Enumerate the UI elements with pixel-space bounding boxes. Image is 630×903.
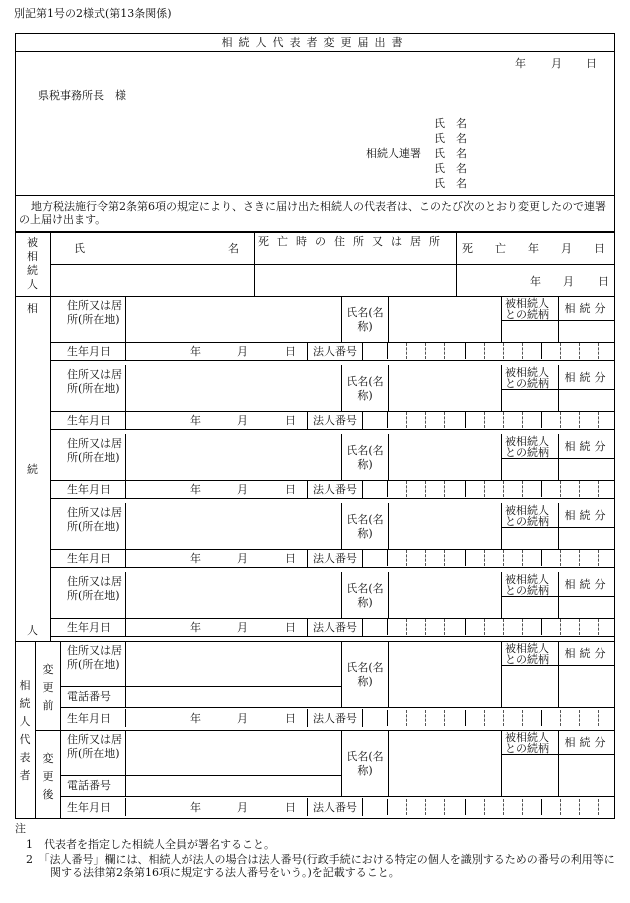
birth-month: 月 <box>237 552 248 565</box>
date-month: 月 <box>551 57 562 70</box>
corp-digit-divider <box>387 799 388 815</box>
decedent-address-value[interactable] <box>255 265 455 295</box>
relation-label: 被相続人との続柄 <box>505 504 549 528</box>
corp-digit-divider <box>598 619 599 635</box>
relation-input[interactable] <box>502 666 557 706</box>
corp-digit-divider <box>425 481 426 497</box>
birth-month: 月 <box>237 483 248 496</box>
corp-digit-divider <box>444 343 445 359</box>
birth-year: 年 <box>190 712 201 725</box>
share-input[interactable] <box>559 390 614 410</box>
heirs-side-top: 相 <box>27 302 38 315</box>
decedent-death-label: 死亡年月日 <box>462 242 627 255</box>
corp-digit-divider <box>541 481 542 497</box>
decedent-address-label: 死亡時の住所又は居所 <box>258 235 448 248</box>
corp-digit-divider <box>579 343 580 359</box>
corp-number-input[interactable] <box>363 343 614 359</box>
share-input[interactable] <box>559 528 614 548</box>
corp-digit-divider <box>541 619 542 635</box>
corp-digit-divider <box>503 710 504 726</box>
address-label: 住所又は居所(所在地) <box>67 575 122 602</box>
corp-digit-divider <box>541 343 542 359</box>
birth-day: 日 <box>285 345 296 358</box>
name-input[interactable] <box>389 366 500 410</box>
corp-digit-divider <box>387 343 388 359</box>
phone-label: 電話番号 <box>67 779 111 792</box>
name-label: 氏名(名称) <box>346 306 384 333</box>
address-input[interactable] <box>126 297 340 341</box>
rep-side-3: 人 <box>19 715 31 728</box>
date-day: 日 <box>586 57 597 70</box>
birth-year: 年 <box>190 414 201 427</box>
birth-month: 月 <box>237 414 248 427</box>
decedent-death-month: 月 <box>563 275 574 288</box>
birth-year: 年 <box>190 483 201 496</box>
corp-digit-divider <box>503 412 504 428</box>
share-input[interactable] <box>559 321 614 341</box>
corp-digit-divider <box>444 481 445 497</box>
form-label: 別記第1号の2様式(第13条関係) <box>14 7 172 20</box>
corp-digit-divider <box>560 343 561 359</box>
corp-digit-divider <box>406 412 407 428</box>
corp-number-label: 法人番号 <box>313 414 357 427</box>
corp-digit-divider <box>541 412 542 428</box>
birth-date-label: 生年月日 <box>67 552 111 565</box>
corp-digit-divider <box>579 710 580 726</box>
relation-input[interactable] <box>502 459 557 479</box>
corp-digit-divider <box>541 550 542 566</box>
rep-side-6: 者 <box>19 769 31 782</box>
corp-digit-divider <box>444 412 445 428</box>
rep-before-1: 変 <box>42 663 54 676</box>
birth-year: 年 <box>190 345 201 358</box>
corp-number-input[interactable] <box>363 710 614 726</box>
birth-month: 月 <box>237 712 248 725</box>
rep-side-1: 相 <box>19 679 31 692</box>
corp-number-label: 法人番号 <box>313 345 357 358</box>
corp-digit-divider <box>522 550 523 566</box>
name-label: 氏名(名称) <box>346 513 384 540</box>
corp-digit-divider <box>406 550 407 566</box>
share-label: 相続分 <box>564 509 610 522</box>
corp-digit-divider <box>579 550 580 566</box>
relation-input[interactable] <box>502 597 557 617</box>
corp-digit-divider <box>406 619 407 635</box>
rep-before-3: 前 <box>42 699 54 712</box>
note-1: 1 代表者を指定した相続人全員が署名すること。 <box>26 838 275 851</box>
corp-digit-divider <box>598 481 599 497</box>
rep-after-1: 変 <box>42 752 54 765</box>
corp-number-input[interactable] <box>363 619 614 635</box>
name-input[interactable] <box>389 435 500 479</box>
corp-digit-divider <box>598 710 599 726</box>
corp-digit-divider <box>406 799 407 815</box>
relation-label: 被相続人との続柄 <box>505 573 549 597</box>
corp-number-label: 法人番号 <box>313 552 357 565</box>
corp-digit-divider <box>465 710 466 726</box>
rep-side-5: 表 <box>19 751 31 764</box>
corp-number-input[interactable] <box>363 412 614 428</box>
corp-digit-divider <box>406 710 407 726</box>
signature-name-1[interactable]: 氏 名 <box>434 117 467 130</box>
relation-label: 被相続人との続柄 <box>505 435 549 459</box>
phone-input[interactable] <box>126 687 340 703</box>
corp-digit-divider <box>579 799 580 815</box>
heirs-side-bottom: 人 <box>27 624 38 637</box>
relation-input[interactable] <box>502 321 557 341</box>
relation-input[interactable] <box>502 528 557 548</box>
share-label: 相続分 <box>564 736 610 749</box>
note-2: 2 「法人番号」欄には、相続人が法人の場合は法人番号(行政手続における特定の個人を識別するための番号の利用等に関する法律第2条第16項に規定する法人番号をいう。)を記載すること。 <box>26 853 615 879</box>
corp-digit-divider <box>484 710 485 726</box>
name-input[interactable] <box>389 642 500 706</box>
corp-digit-divider <box>387 550 388 566</box>
address-input[interactable] <box>126 573 340 617</box>
phone-label: 電話番号 <box>67 690 111 703</box>
share-label: 相続分 <box>564 440 610 453</box>
corp-digit-divider <box>522 710 523 726</box>
address-label: 住所又は居所(所在地) <box>67 368 122 395</box>
corp-number-label: 法人番号 <box>313 483 357 496</box>
address-label: 住所又は居所(所在地) <box>67 437 122 464</box>
corp-digit-divider <box>387 619 388 635</box>
corp-digit-divider <box>444 550 445 566</box>
corp-digit-divider <box>465 619 466 635</box>
name-input[interactable] <box>389 297 500 341</box>
birth-month: 月 <box>237 345 248 358</box>
birth-date-label: 生年月日 <box>67 801 111 814</box>
birth-month: 月 <box>237 621 248 634</box>
address-input[interactable] <box>126 366 340 410</box>
corp-digit-divider <box>406 481 407 497</box>
decedent-side-4: 人 <box>27 278 38 291</box>
statement: 地方税法施行令第2条第6項の規定により、さきに届け出た相続人の代表者は、このたび次のとおり変更したので連署の上届け出ます。 <box>19 200 606 226</box>
corp-digit-divider <box>522 412 523 428</box>
share-label: 相続分 <box>564 647 610 660</box>
decedent-side-2: 相 <box>27 250 38 263</box>
corp-digit-divider <box>579 619 580 635</box>
corp-digit-divider <box>541 710 542 726</box>
corp-digit-divider <box>425 619 426 635</box>
corp-digit-divider <box>560 481 561 497</box>
share-input[interactable] <box>559 597 614 617</box>
corp-digit-divider <box>425 710 426 726</box>
corp-digit-divider <box>598 343 599 359</box>
signature-label: 相続人連署 <box>366 147 421 160</box>
name-label: 氏名(名称) <box>346 582 384 609</box>
relation-label: 被相続人との続柄 <box>505 642 549 666</box>
address-label: 住所又は居所(所在地) <box>67 506 122 533</box>
corp-digit-divider <box>503 799 504 815</box>
corp-digit-divider <box>465 550 466 566</box>
share-label: 相続分 <box>564 302 610 315</box>
corp-digit-divider <box>465 799 466 815</box>
share-input[interactable] <box>559 459 614 479</box>
name-label: 氏名(名称) <box>346 375 384 402</box>
corp-digit-divider <box>560 550 561 566</box>
birth-month: 月 <box>237 801 248 814</box>
corp-digit-divider <box>579 412 580 428</box>
corp-digit-divider <box>425 550 426 566</box>
corp-digit-divider <box>406 343 407 359</box>
relation-input[interactable] <box>502 755 557 795</box>
corp-number-input[interactable] <box>363 481 614 497</box>
address-input[interactable] <box>126 435 340 479</box>
name-label: 氏名(名称) <box>346 661 384 688</box>
corp-number-label: 法人番号 <box>313 801 357 814</box>
corp-digit-divider <box>444 799 445 815</box>
signature-name-4[interactable]: 氏 名 <box>434 162 467 175</box>
birth-day: 日 <box>285 483 296 496</box>
corp-digit-divider <box>387 412 388 428</box>
corp-digit-divider <box>598 799 599 815</box>
name-input[interactable] <box>389 731 500 795</box>
share-input[interactable] <box>559 755 614 795</box>
share-label: 相続分 <box>564 371 610 384</box>
decedent-side-3: 続 <box>27 264 38 277</box>
rep-after-3: 後 <box>42 788 54 801</box>
corp-digit-divider <box>465 481 466 497</box>
corp-digit-divider <box>522 481 523 497</box>
rep-side-4: 代 <box>19 733 31 746</box>
address-label: 住所又は居所(所在地) <box>67 733 122 760</box>
corp-digit-divider <box>598 412 599 428</box>
corp-digit-divider <box>484 343 485 359</box>
rep-before-2: 更 <box>42 681 54 694</box>
decedent-death-day: 日 <box>598 275 609 288</box>
address-label: 住所又は居所(所在地) <box>67 299 122 326</box>
birth-day: 日 <box>285 552 296 565</box>
corp-number-input[interactable] <box>363 550 614 566</box>
corp-digit-divider <box>484 550 485 566</box>
address-input[interactable] <box>126 731 340 774</box>
birth-date-label: 生年月日 <box>67 483 111 496</box>
addressee: 県税事務所長 様 <box>38 89 126 102</box>
corp-digit-divider <box>425 412 426 428</box>
corp-digit-divider <box>522 343 523 359</box>
birth-day: 日 <box>285 621 296 634</box>
name-input[interactable] <box>389 504 500 548</box>
corp-digit-divider <box>503 619 504 635</box>
corp-digit-divider <box>598 550 599 566</box>
corp-digit-divider <box>522 799 523 815</box>
share-input[interactable] <box>559 666 614 706</box>
relation-label: 被相続人との続柄 <box>505 731 549 755</box>
relation-label: 被相続人との続柄 <box>505 366 549 390</box>
birth-date-label: 生年月日 <box>67 621 111 634</box>
birth-date-label: 生年月日 <box>67 414 111 427</box>
corp-digit-divider <box>484 799 485 815</box>
form-title: 相続人代表者変更届出書 <box>221 36 409 49</box>
relation-input[interactable] <box>502 390 557 410</box>
name-input[interactable] <box>389 573 500 617</box>
relation-label: 被相続人との続柄 <box>505 297 549 321</box>
heirs-side-mid: 続 <box>27 463 38 476</box>
birth-year: 年 <box>190 621 201 634</box>
corp-digit-divider <box>387 710 388 726</box>
corp-digit-divider <box>560 799 561 815</box>
phone-input[interactable] <box>126 776 340 792</box>
birth-day: 日 <box>285 414 296 427</box>
corp-digit-divider <box>579 481 580 497</box>
decedent-side-1: 被 <box>27 236 38 249</box>
corp-digit-divider <box>387 481 388 497</box>
corp-digit-divider <box>444 710 445 726</box>
corp-digit-divider <box>465 343 466 359</box>
notes-heading: 注 <box>15 822 26 835</box>
name-label: 氏名(名称) <box>346 444 384 471</box>
corp-digit-divider <box>484 412 485 428</box>
corp-digit-divider <box>425 343 426 359</box>
signature-name-5[interactable]: 氏 名 <box>434 177 467 190</box>
corp-number-input[interactable] <box>363 799 614 815</box>
corp-digit-divider <box>484 481 485 497</box>
corp-digit-divider <box>425 799 426 815</box>
birth-date-label: 生年月日 <box>67 345 111 358</box>
corp-digit-divider <box>465 412 466 428</box>
corp-digit-divider <box>484 619 485 635</box>
corp-digit-divider <box>503 550 504 566</box>
signature-name-2[interactable]: 氏 名 <box>434 132 467 145</box>
corp-digit-divider <box>560 710 561 726</box>
name-label: 氏名(名称) <box>346 750 384 777</box>
corp-digit-divider <box>560 412 561 428</box>
birth-day: 日 <box>285 712 296 725</box>
birth-date-label: 生年月日 <box>67 712 111 725</box>
decedent-name-value[interactable] <box>51 265 253 295</box>
rep-side-2: 続 <box>19 697 31 710</box>
birth-year: 年 <box>190 801 201 814</box>
corp-digit-divider <box>560 619 561 635</box>
corp-digit-divider <box>503 343 504 359</box>
address-label: 住所又は居所(所在地) <box>67 644 122 671</box>
decedent-death-year: 年 <box>530 275 541 288</box>
corp-digit-divider <box>522 619 523 635</box>
share-label: 相続分 <box>564 578 610 591</box>
date-year: 年 <box>515 57 526 70</box>
corp-number-label: 法人番号 <box>313 712 357 725</box>
corp-digit-divider <box>541 799 542 815</box>
signature-name-3[interactable]: 氏 名 <box>434 147 467 160</box>
decedent-name-label: 氏 <box>74 242 85 255</box>
decedent-name-label2: 名 <box>228 242 239 255</box>
rep-after-2: 更 <box>42 770 54 783</box>
birth-day: 日 <box>285 801 296 814</box>
birth-year: 年 <box>190 552 201 565</box>
address-input[interactable] <box>126 642 340 685</box>
address-input[interactable] <box>126 504 340 548</box>
corp-digit-divider <box>503 481 504 497</box>
corp-number-label: 法人番号 <box>313 621 357 634</box>
corp-digit-divider <box>444 619 445 635</box>
